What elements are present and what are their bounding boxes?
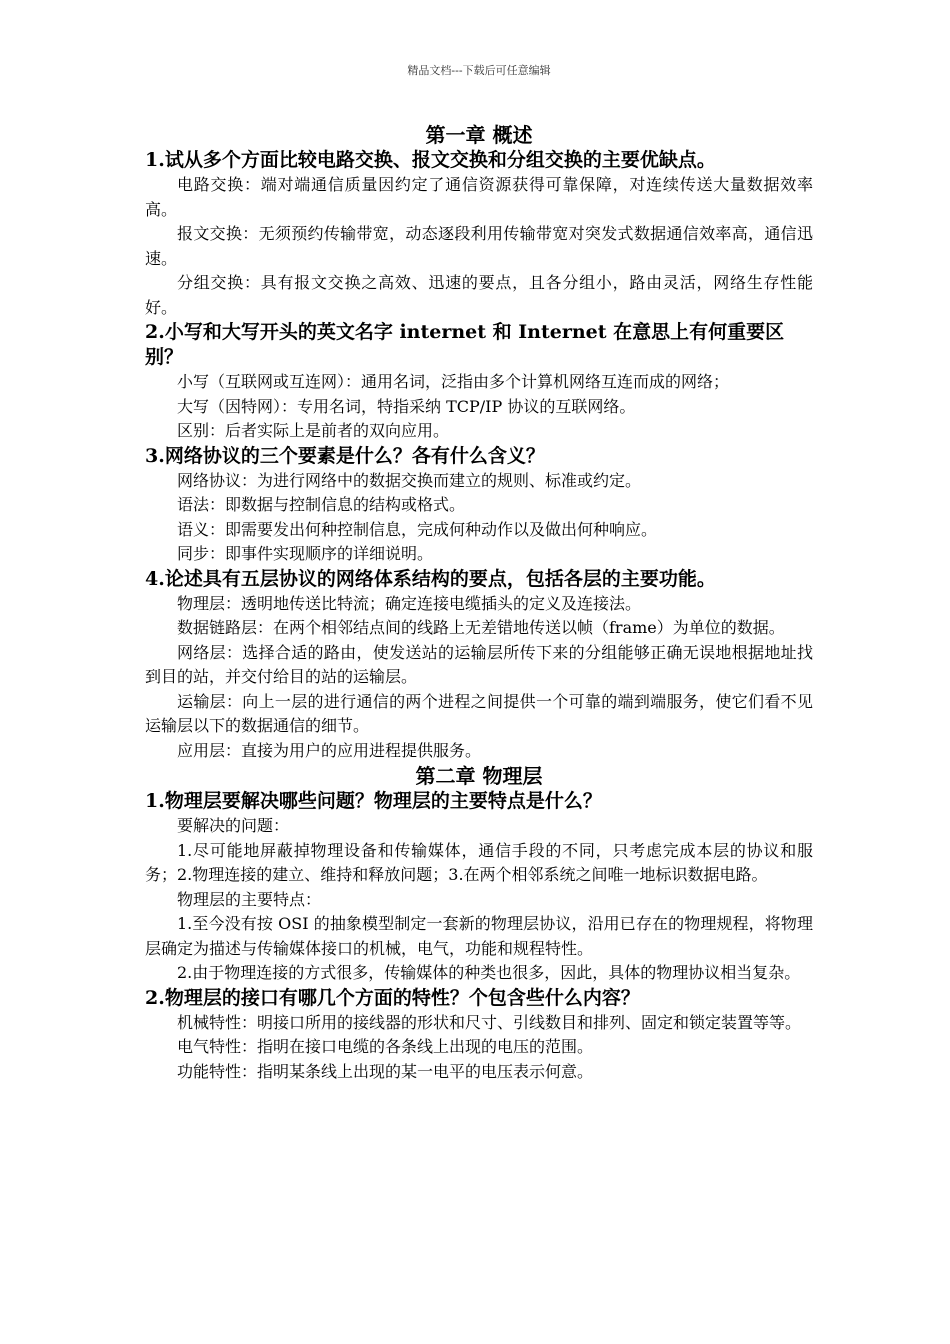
- answer-paragraph: 小写（互联网或互连网）：通用名词，泛指由多个计算机网络互连而成的网络；: [177, 372, 730, 391]
- answer-paragraph: 语法：即数据与控制信息的结构或格式。: [177, 495, 466, 514]
- answer-paragraph: 电路交换：端对端通信质量因约定了通信资源获得可靠保障，对连续传送大量数据效率高。: [145, 175, 813, 219]
- answer-paragraph: 分组交换：具有报文交换之高效、迅速的要点，且各分组小，路由灵活，网络生存性能好。: [145, 273, 813, 317]
- chapter-2-question-2: [145, 986, 813, 1085]
- answer-paragraph: 机械特性：明接口所用的接线器的形状和尺寸、引线数目和排列、固定和锁定装置等等。: [177, 1012, 802, 1032]
- chapter-1-question-4: [145, 567, 813, 764]
- answer-paragraph: 功能特性：指明某条线上出现的某一电平的电压表示何意。: [177, 1061, 594, 1081]
- answer-paragraph: 区别：后者实际上是前者的双向应用。: [177, 421, 450, 440]
- answer-paragraph: 物理层：透明地传送比特流；确定连接电缆插头的定义及连接法。: [177, 593, 642, 613]
- chapter-1-title: 第一章 概述: [425, 123, 533, 147]
- answer-paragraph: 1.至今没有按 OSI 的抽象模型制定一套新的物理层协议，沿用已存在的物理规程，将物理层确定为描述与传输媒体接口的机械，电气，功能和规程特性。: [145, 914, 813, 958]
- answer-paragraph: 2.由于物理连接的方式很多，传输媒体的种类也很多，因此，具体的物理协议相当复杂。: [177, 963, 801, 982]
- question-heading: 2.物理层的接口有哪几个方面的特性？个包含些什么内容？: [145, 986, 640, 1009]
- answer-paragraph: 数据链路层：在两个相邻结点间的线路上无差错地传送以帧（frame）为单位的数据。: [177, 618, 785, 637]
- answer-paragraph: 语义：即需要发出何种控制信息，完成何种动作以及做出何种响应。: [177, 519, 658, 539]
- answer-paragraph: 同步：即事件实现顺序的详细说明。: [177, 544, 434, 563]
- answer-paragraph: 物理层的主要特点：: [177, 889, 322, 909]
- answer-paragraph: 报文交换：无须预约传输带宽，动态逐段利用传输带宽对突发式数据通信效率高，通信迅速。: [145, 224, 813, 268]
- question-heading: 1.试从多个方面比较电路交换、报文交换和分组交换的主要优缺点。: [145, 149, 716, 171]
- answer-paragraph: 运输层：向上一层的进行通信的两个进程之间提供一个可靠的端到端服务，使它们看不见运输层以下的数据通信的细节。: [145, 691, 813, 735]
- header-note: 精品文档---下载后可任意编辑: [407, 64, 551, 77]
- answer-paragraph: 电气特性：指明在接口电缆的各条线上出现的电压的范围。: [177, 1037, 594, 1056]
- document-page: [145, 60, 813, 1084]
- question-heading: 4.论述具有五层协议的网络体系结构的要点，包括各层的主要功能。: [145, 567, 716, 590]
- answer-paragraph: 应用层：直接为用户的应用进程提供服务。: [177, 740, 482, 760]
- answer-paragraph: 网络层：选择合适的路由，使发送站的运输层所传下来的分组能够正确无误地根据地址找到目的站，并交付给目的站的运输层。: [145, 642, 813, 686]
- answer-paragraph: 1.尽可能地屏蔽掉物理设备和传输媒体，通信手段的不同，只考虑完成本层的协议和服务；2.物理连接的建立、维持和释放问题；3.在两个相邻系统之间唯一地标识数据电路。: [145, 840, 813, 884]
- question-heading: 1.物理层要解决哪些问题？物理层的主要特点是什么？: [145, 790, 602, 812]
- chapter-1-question-2: [145, 320, 813, 444]
- chapter-1-question-3: [145, 444, 813, 567]
- question-heading: 2.小写和大写开头的英文名字 internet 和 Internet 在意思上有何重要区别？: [145, 321, 785, 368]
- answer-paragraph: 要解决的问题：: [177, 816, 290, 835]
- chapter-2-question-1: [145, 789, 813, 986]
- answer-paragraph: 大写（因特网）：专用名词，特指采纳 TCP/IP 协议的互联网络。: [177, 396, 636, 416]
- answer-paragraph: 网络协议：为进行网络中的数据交换而建立的规则、标准或约定。: [177, 470, 642, 490]
- chapter-2-title: 第二章 物理层: [415, 764, 543, 788]
- question-heading: 3.网络协议的三个要素是什么？各有什么含义？: [145, 444, 545, 467]
- chapter-1-question-1: [145, 148, 813, 320]
